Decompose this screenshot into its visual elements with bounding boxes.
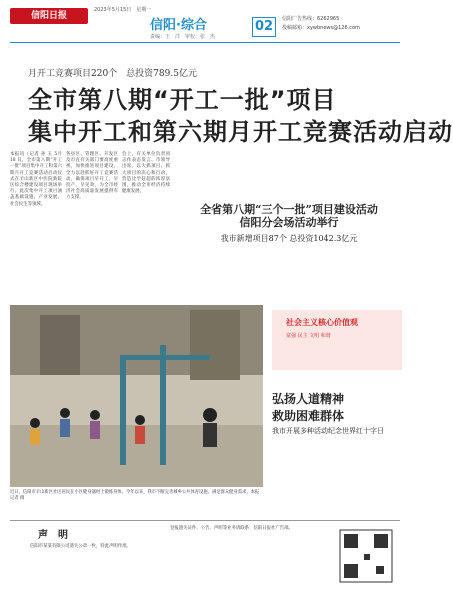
header-rule [10, 42, 400, 43]
section-title: 信阳·综合 [150, 18, 207, 33]
article-column: 本报讯（记者 孙 玉 5月 18 日，全市第八期“开工一批”项目集中开工和第六期月开工竞赛活动启动仪式在羊山新区中医院新院区综合楼建设项目现场举行。此次集中开工项目涵盖基础设施、产业发展、社会民生等领域。 [10, 152, 62, 207]
headline-kicker: 月开工竞赛项目220个 总投资789.5亿元 [28, 69, 197, 79]
feature-headline-line1: 弘扬人道精神 [272, 392, 345, 406]
ad-text: 登报遗失证件、公告、声明等业务请联系：信阳日报社广告部。 [170, 526, 293, 531]
contact-line: 投稿邮箱：xywbnews@126.com [282, 25, 360, 31]
main-headline-line2: 集中开工和第六期月开工竞赛活动启动 [28, 118, 453, 146]
contact-line: 信阳广告热线：6262965 [282, 16, 340, 22]
feature-deck: 我市开展多种活动纪念世界红十字日 [272, 427, 384, 435]
date-line: 2023年5月15日 星期一 [94, 7, 152, 13]
sub-headline-line1: 全省第八期“三个一批”项目建设活动 [200, 203, 378, 216]
banner-subtitle: 富强 民主 文明 和谐 [286, 333, 331, 339]
photo-caption: 近日，信阳市羊山新区社区居民在小区健身器材上锻炼身体。今年以来，我市不断完善城乡公共体育设施，满足群众健身需求。本报记者 摄 [10, 490, 260, 501]
photo-residents-exercising [10, 305, 263, 487]
qr-code-icon [340, 530, 392, 582]
article-column: 会上，有关单位负责同志作表态发言。市领导出席。以大抓项目、抓大项目的决心和行动，营造比学赶超的浓厚氛围，推动全市经济持续健康发展。 [122, 152, 170, 195]
main-headline-line1: 全市第八期“开工一批”项目 [28, 86, 337, 114]
sub-deck: 我市新增项目87个 总投资1042.3亿元 [220, 234, 358, 243]
banner-title: 社会主义核心价值观 [286, 318, 358, 327]
sub-headline-line2: 信阳分会场活动举行 [239, 216, 339, 229]
brand-logo: 信阳日报 [10, 8, 88, 24]
notice-text: 信阳市某某有限公司遗失公章一枚，特此声明作废。 [30, 544, 131, 549]
notice-title: 声 明 [38, 530, 68, 541]
article-column: 各县区、管理区、开发区及市直有关部门要高度重视，加快推进项目建设，全力以赴抓好开工竞赛活动，确保项目早开工、早投产、早见效，为全市经济社会高质量发展提供有力支撑。 [66, 152, 118, 201]
page-number: 02 [252, 17, 276, 37]
feature-headline-line2: 救助困难群体 [272, 409, 345, 423]
section-editors: 责编：王 洋 审校：张 杰 [150, 34, 216, 40]
bottom-rule [10, 520, 400, 521]
